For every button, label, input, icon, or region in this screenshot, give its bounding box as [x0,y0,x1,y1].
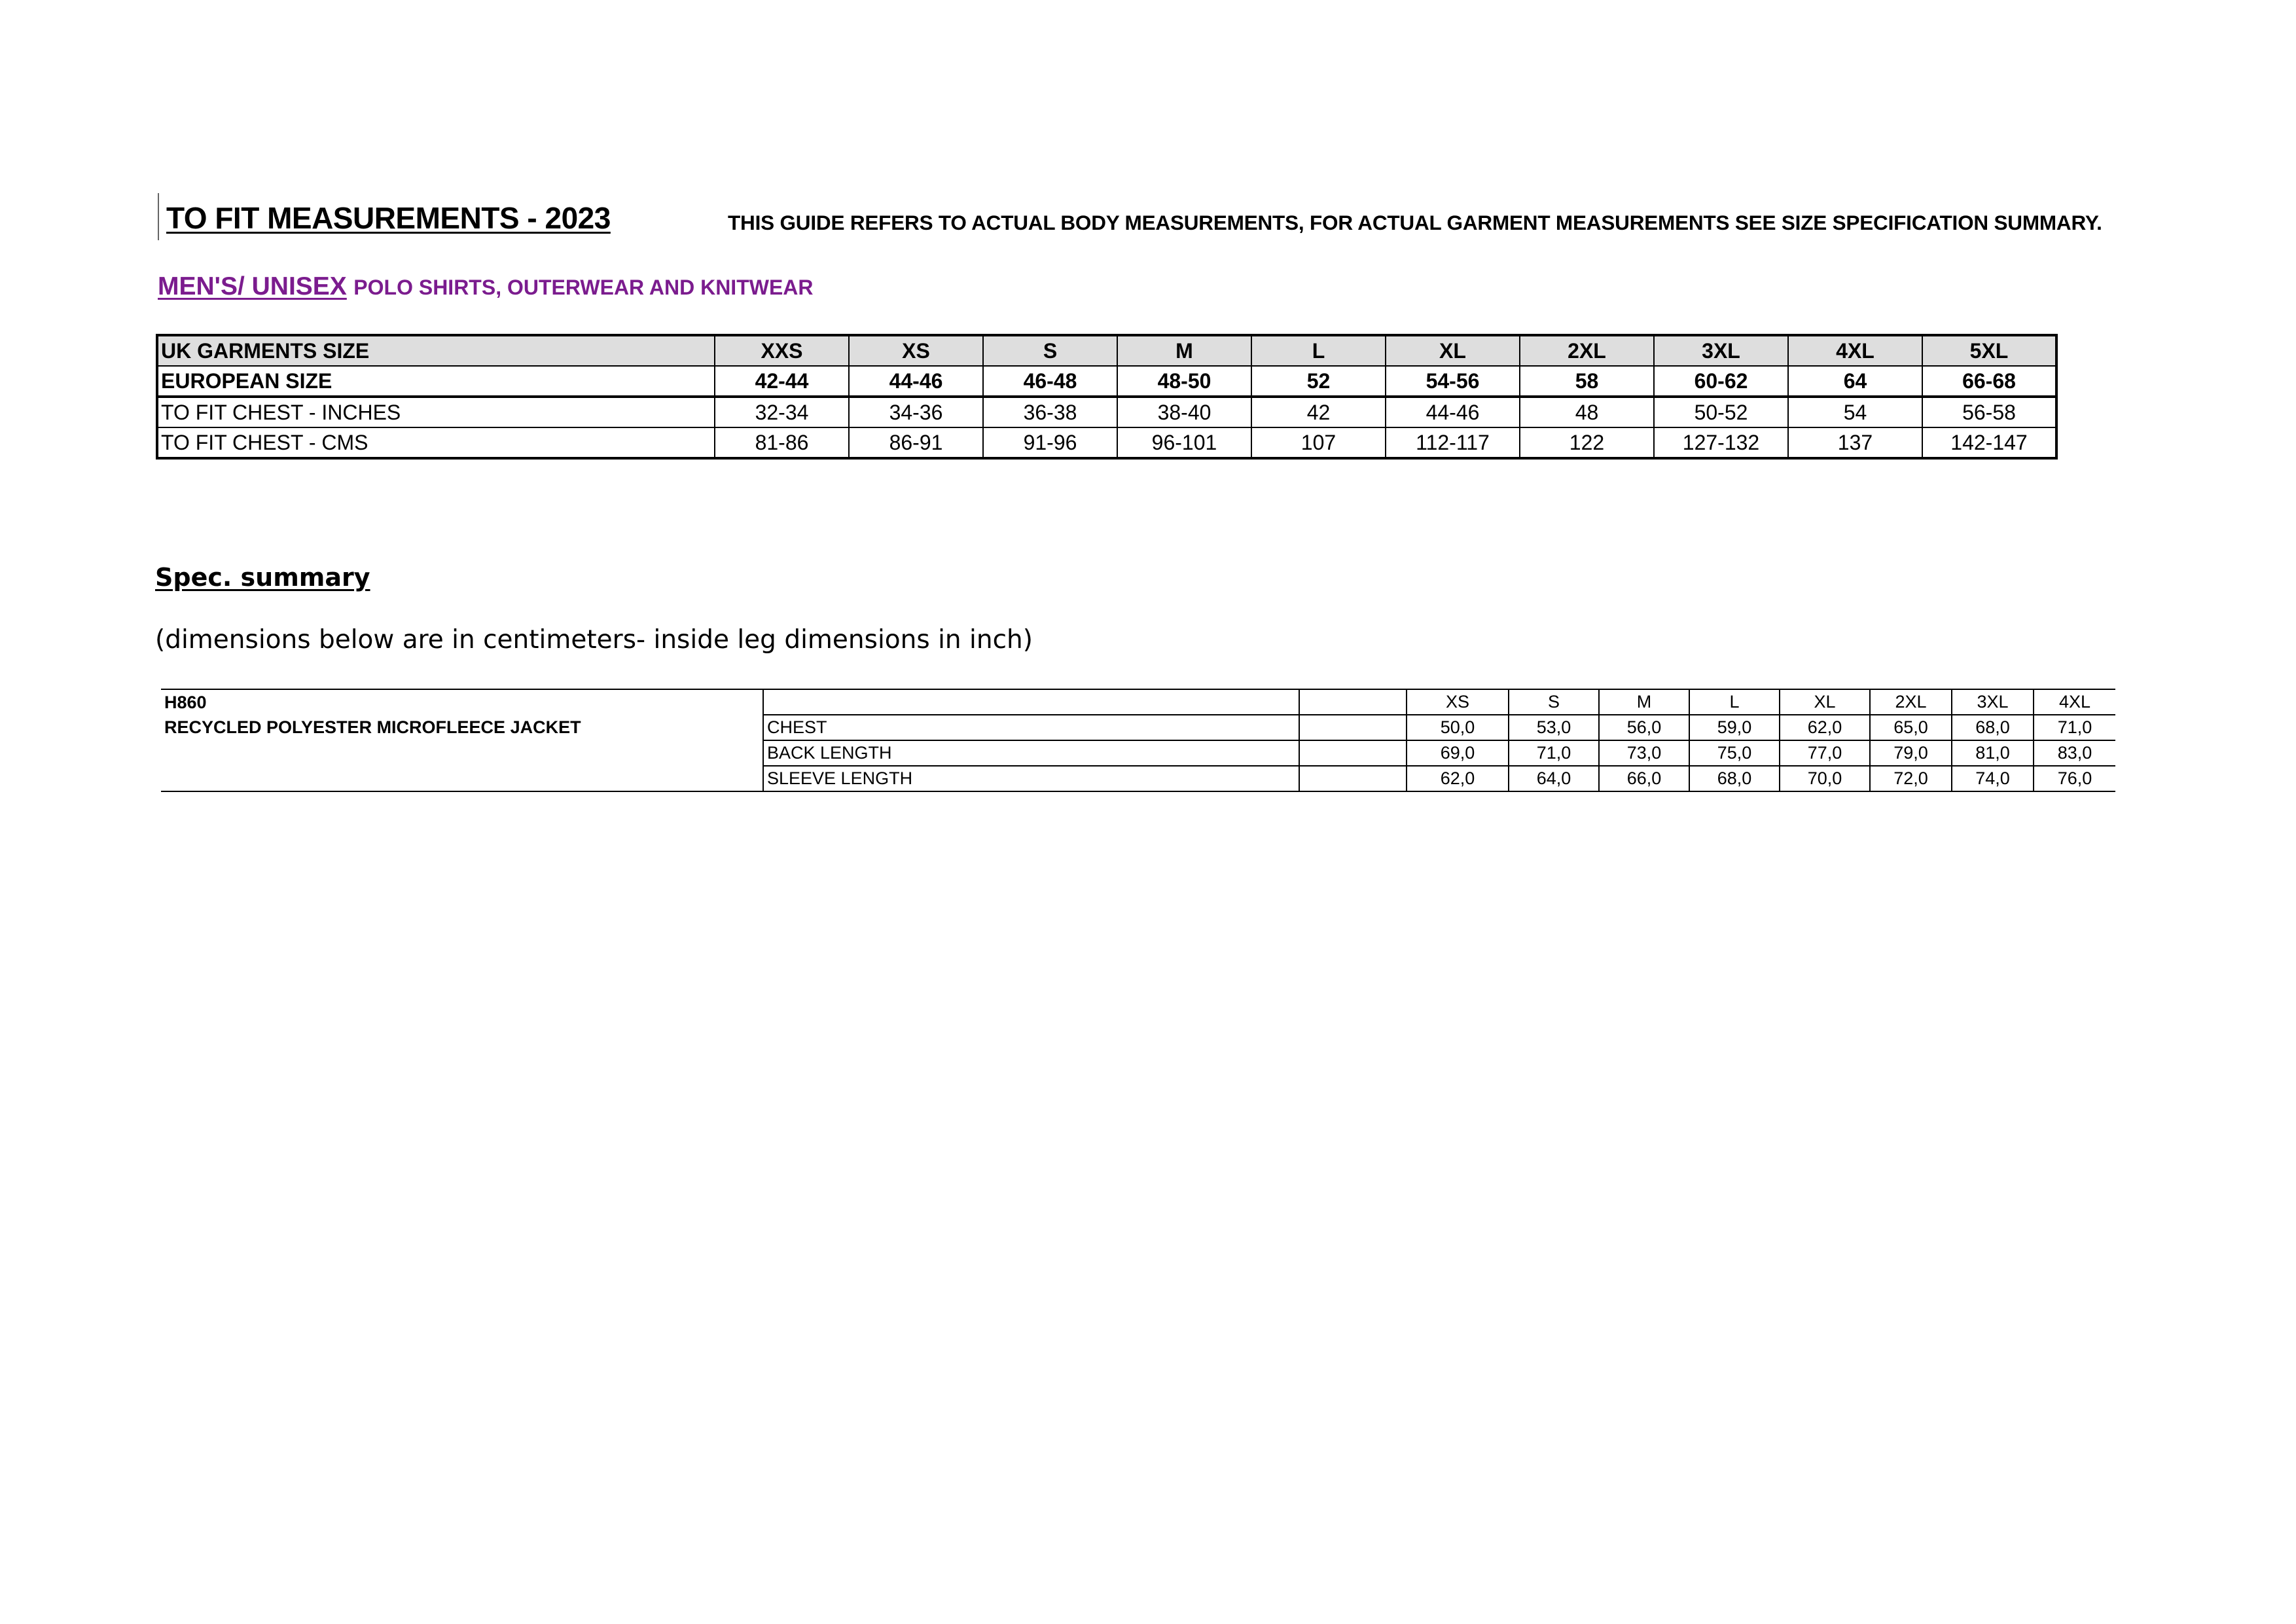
size-header-cell: M [1117,335,1251,366]
size-header-cell: 3XL [1654,335,1788,366]
table-cell: 83,0 [2034,740,2115,766]
table-row [161,715,2115,740]
table-cell: 50-52 [1654,397,1788,427]
table-cell: 38-40 [1117,397,1251,427]
table-row [161,766,2115,791]
table-cell: 48 [1520,397,1654,427]
page-title: TO FIT MEASUREMENTS - 2023 [166,201,611,235]
table-row [161,740,2115,766]
spec-blank-cell [1299,766,1407,791]
table-cell: 86-91 [849,427,983,458]
table-cell: 62,0 [1780,715,1870,740]
table-cell: 42-44 [715,366,849,397]
table-cell: 59,0 [1689,715,1780,740]
table-cell: 34-36 [849,397,983,427]
size-header-cell: S [983,335,1117,366]
spec-size-header: L [1689,689,1780,715]
spec-size-header: 3XL [1952,689,2034,715]
table-cell: 52 [1251,366,1386,397]
table-cell: 107 [1251,427,1386,458]
table-cell: 44-46 [1386,397,1520,427]
table-cell: 42 [1251,397,1386,427]
product-blank [161,766,763,791]
table-cell: 112-117 [1386,427,1520,458]
size-header-cell: XS [849,335,983,366]
title-divider [158,193,159,240]
table-cell: 74,0 [1952,766,2034,791]
table-cell: 56-58 [1922,397,2056,427]
table-cell: 32-34 [715,397,849,427]
table-cell: 96-101 [1117,427,1251,458]
table-cell: 77,0 [1780,740,1870,766]
table-cell: 54 [1788,397,1922,427]
spec-blank-cell [1299,715,1407,740]
spec-blank-cell [1299,740,1407,766]
table-cell: 69,0 [1407,740,1509,766]
table-cell: 71,0 [2034,715,2115,740]
table-cell: 36-38 [983,397,1117,427]
table-cell: 76,0 [2034,766,2115,791]
table-cell: 79,0 [1870,740,1952,766]
spec-table [161,689,2115,792]
table-cell: 137 [1788,427,1922,458]
size-header-cell: 4XL [1788,335,1922,366]
spec-summary-heading: Spec. summary [155,563,370,592]
table-cell: 56,0 [1599,715,1689,740]
table-cell: 127-132 [1654,427,1788,458]
row-label: TO FIT CHEST - CMS [157,427,715,458]
section-heading-secondary: POLO SHIRTS, OUTERWEAR AND KNITWEAR [353,276,814,299]
table-cell: 64,0 [1509,766,1599,791]
spec-header-blank [1299,689,1407,715]
table-cell: 54-56 [1386,366,1520,397]
spec-size-header: 2XL [1870,689,1952,715]
table-cell: 81-86 [715,427,849,458]
table-cell: 44-46 [849,366,983,397]
table-cell: 68,0 [1952,715,2034,740]
row-label: TO FIT CHEST - INCHES [157,397,715,427]
table-cell: 65,0 [1870,715,1952,740]
guide-note: THIS GUIDE REFERS TO ACTUAL BODY MEASUREMENTS, FOR ACTUAL GARMENT MEASUREMENTS SEE SIZE SPECIFICATION SUMMARY. [728,211,2102,234]
table-row [157,366,2056,397]
table-cell: 53,0 [1509,715,1599,740]
spec-header-row [161,689,2115,715]
table-cell: 122 [1520,427,1654,458]
table-cell: 66-68 [1922,366,2056,397]
spec-header-blank [763,689,1299,715]
table-cell: 142-147 [1922,427,2056,458]
product-code: H860 [161,689,763,715]
size-header-cell: 5XL [1922,335,2056,366]
table-cell: 72,0 [1870,766,1952,791]
table-row [157,397,2056,427]
table-cell: 66,0 [1599,766,1689,791]
spec-size-header: M [1599,689,1689,715]
table-cell: 68,0 [1689,766,1780,791]
table-cell: 64 [1788,366,1922,397]
table-cell: 62,0 [1407,766,1509,791]
spec-summary-note: (dimensions below are in centimeters- inside leg dimensions in inch) [155,625,1033,655]
size-table-header-label: UK GARMENTS SIZE [157,335,715,366]
table-cell: 58 [1520,366,1654,397]
product-blank [161,740,763,766]
table-cell: 46-48 [983,366,1117,397]
spec-size-header: XL [1780,689,1870,715]
measurement-label: BACK LENGTH [763,740,1299,766]
measurement-label: CHEST [763,715,1299,740]
row-label: EUROPEAN SIZE [157,366,715,397]
table-cell: 71,0 [1509,740,1599,766]
table-row [157,427,2056,458]
table-cell: 48-50 [1117,366,1251,397]
size-table-header-row [157,335,2056,366]
product-name: RECYCLED POLYESTER MICROFLEECE JACKET [164,717,581,737]
table-cell: 81,0 [1952,740,2034,766]
section-heading-primary: MEN'S/ UNISEX [158,272,347,300]
table-cell: 73,0 [1599,740,1689,766]
size-header-cell: XXS [715,335,849,366]
size-table [156,334,2058,460]
section-heading [158,272,814,301]
spec-size-header: 4XL [2034,689,2115,715]
size-header-cell: XL [1386,335,1520,366]
spec-size-header: XS [1407,689,1509,715]
size-header-cell: 2XL [1520,335,1654,366]
spec-size-header: S [1509,689,1599,715]
table-cell: 70,0 [1780,766,1870,791]
table-cell: 60-62 [1654,366,1788,397]
table-cell: 75,0 [1689,740,1780,766]
table-cell: 91-96 [983,427,1117,458]
table-cell: 50,0 [1407,715,1509,740]
size-header-cell: L [1251,335,1386,366]
measurement-label: SLEEVE LENGTH [763,766,1299,791]
